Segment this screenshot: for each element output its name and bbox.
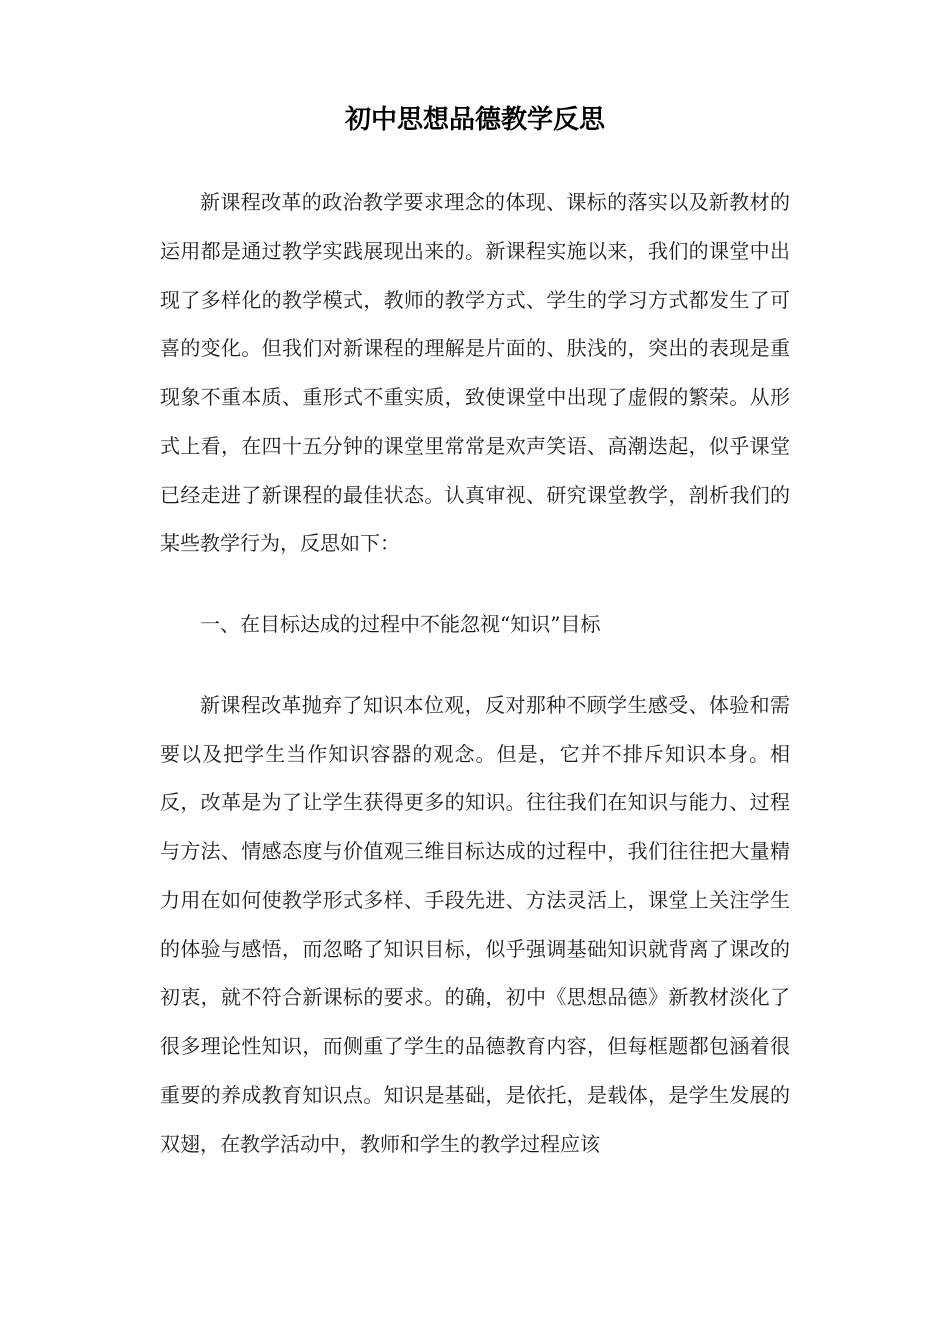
section-heading: 一、在目标达成的过程中不能忽视“知识”目标 bbox=[200, 612, 601, 636]
section-paragraph: 新课程改革抛弃了知识本位观，反对那种不顾学生感受、体验和需要以及把学生当作知识容器的观念。但是，它并不排斥知识本身。相反，改革是为了让学生获得更多的知识。往往我们在知识与能力、过程与方法、情感态度与价值观三维目标达成的过程中，我们往往把大量精力用在如何使教学形式多样、手段先进、方法灵活上，课堂上关注学生的体验与感悟，而忽略了知识目标，似乎强调基础知识就背离了课改的初衷，就不符合新课标的要求。的确，初中《思想品德》新教材淡化了很多理论性知识，而侧重了学生的品德教育内容，但每框题都包涵着很重要的养成教育知识点。知识是基础，是依托，是载体，是学生发展的双翅，在教学活动中，教师和学生的教学过程应该 bbox=[160, 692, 790, 1156]
document-body bbox=[160, 178, 790, 1200]
intro-paragraph: 新课程改革的政治教学要求理念的体现、课标的落实以及新教材的运用都是通过教学实践展现出来的。新课程实施以来，我们的课堂中出现了多样化的教学模式，教师的教学方式、学生的学习方式都发生了可喜的变化。但我们对新课程的理解是片面的、肤浅的，突出的表现是重现象不重本质、重形式不重实质，致使课堂中出现了虚假的繁荣。从形式上看，在四十五分钟的课堂里常常是欢声笑语、高潮迭起，似乎课堂已经走进了新课程的最佳状态。认真审视、研究课堂教学，剖析我们的某些教学行为，反思如下： bbox=[160, 190, 790, 556]
document-title: 初中思想品德教学反思 bbox=[344, 105, 605, 135]
